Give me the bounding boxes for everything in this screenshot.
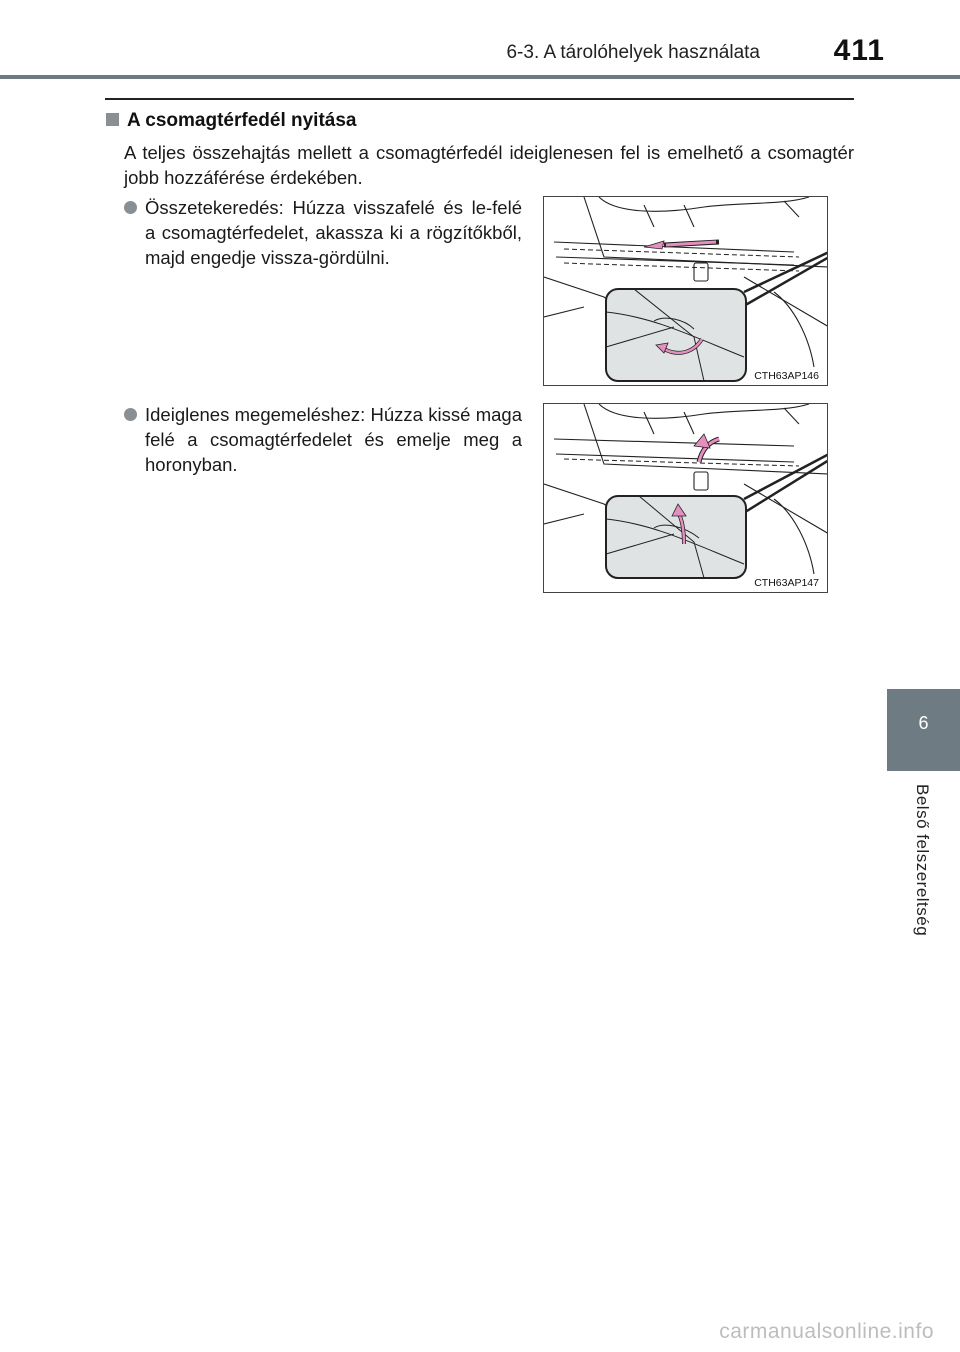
round-bullet-icon [124,201,137,214]
section-heading-text: A csomagtérfedél nyitása [127,110,357,131]
bullet-item [124,195,522,270]
intro-paragraph: A teljes összehajtás mellett a csomagtérfedél ideiglenesen fel is emelhető a csomagtér jobb hozzáférése érdekében. [124,142,854,188]
section-rule [105,98,854,100]
footer-watermark: carmanualsonline.info [719,1320,934,1343]
bullet-text: Összetekeredés: Húzza visszafelé és le-felé a csomagtérfedelet, akassza ki a rögzítőkből, majd engedje vissza-gördülni. [145,197,522,268]
figure-code: CTH63AP146 [754,370,819,382]
page-number: 411 [833,34,885,67]
header-rule [0,75,960,79]
cargo-cover-illustration [544,404,828,593]
figure-roll-up-cover [543,196,828,386]
figure-code: CTH63AP147 [754,577,819,589]
section-heading [106,110,357,132]
chapter-tab-number: 6 [918,713,929,733]
figure-temporary-lift [543,403,828,593]
round-bullet-icon [124,408,137,421]
chapter-tab-label: Belső felszereltség [913,784,932,937]
cargo-cover-illustration [544,197,828,386]
square-bullet-icon [106,113,119,126]
header-section-title: 6-3. A tárolóhelyek használata [506,42,760,63]
bullet-item [124,402,522,477]
bullet-text: Ideiglenes megemeléshez: Húzza kissé maga felé a csomagtérfedelet és emelje meg a horonyban. [145,404,522,475]
